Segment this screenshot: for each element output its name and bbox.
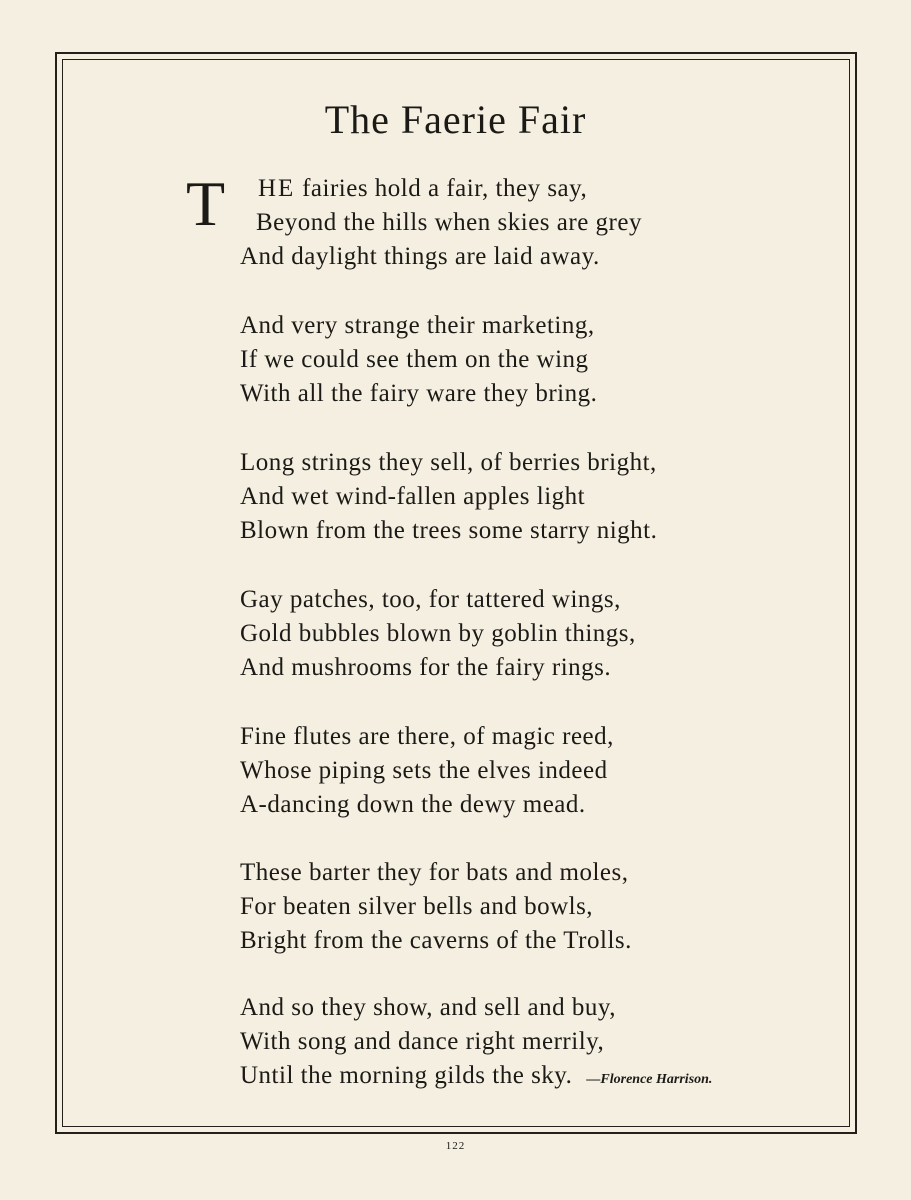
poem-line xyxy=(258,172,642,206)
stanza-4 xyxy=(240,583,636,685)
poem-line: And wet wind-fallen apples light xyxy=(240,483,586,510)
poem-line: And mushrooms for the fairy rings. xyxy=(240,654,612,681)
stanza-1 xyxy=(240,172,642,274)
poem-line: With all the fairy ware they bring. xyxy=(240,380,598,407)
author-attribution: —Florence Harrison. xyxy=(586,1072,713,1087)
first-line-small-caps: HE xyxy=(258,175,296,202)
poem-line: Long strings they sell, of berries bright, xyxy=(240,449,657,476)
poem-line: These barter they for bats and moles, xyxy=(240,859,629,886)
poem-line-last xyxy=(240,1059,712,1093)
poem-line: For beaten silver bells and bowls, xyxy=(240,893,594,920)
stanza-3 xyxy=(240,446,657,548)
poem-line: And daylight things are laid away. xyxy=(240,243,600,270)
stanza-7 xyxy=(240,991,712,1093)
stanza-2 xyxy=(240,309,597,411)
poem-line: Whose piping sets the elves indeed xyxy=(240,757,608,784)
poem-line: Beyond the hills when skies are grey xyxy=(256,209,642,236)
poem-line-text: Until the morning gilds the sky. xyxy=(240,1062,573,1089)
poem-line: Blown from the trees some starry night. xyxy=(240,517,658,544)
stanza-5 xyxy=(240,720,614,822)
poem-line: And so they show, and sell and buy, xyxy=(240,994,617,1021)
drop-cap: T xyxy=(186,168,226,239)
poem-line: Bright from the caverns of the Trolls. xyxy=(240,927,632,954)
stanza-6 xyxy=(240,856,632,958)
poem-line: A-dancing down the dewy mead. xyxy=(240,791,586,818)
poem-line: Fine flutes are there, of magic reed, xyxy=(240,723,614,750)
poem-line: And very strange their marketing, xyxy=(240,312,595,339)
page-number: 122 xyxy=(445,1140,466,1152)
poem-title: The Faerie Fair xyxy=(324,97,587,142)
poem-line: If we could see them on the wing xyxy=(240,346,589,373)
first-line-text: fairies hold a fair, they say, xyxy=(295,175,588,202)
poem-line: Gold bubbles blown by goblin things, xyxy=(240,620,636,647)
poem-line: Gay patches, too, for tattered wings, xyxy=(240,586,621,613)
poem-line: With song and dance right merrily, xyxy=(240,1028,605,1055)
